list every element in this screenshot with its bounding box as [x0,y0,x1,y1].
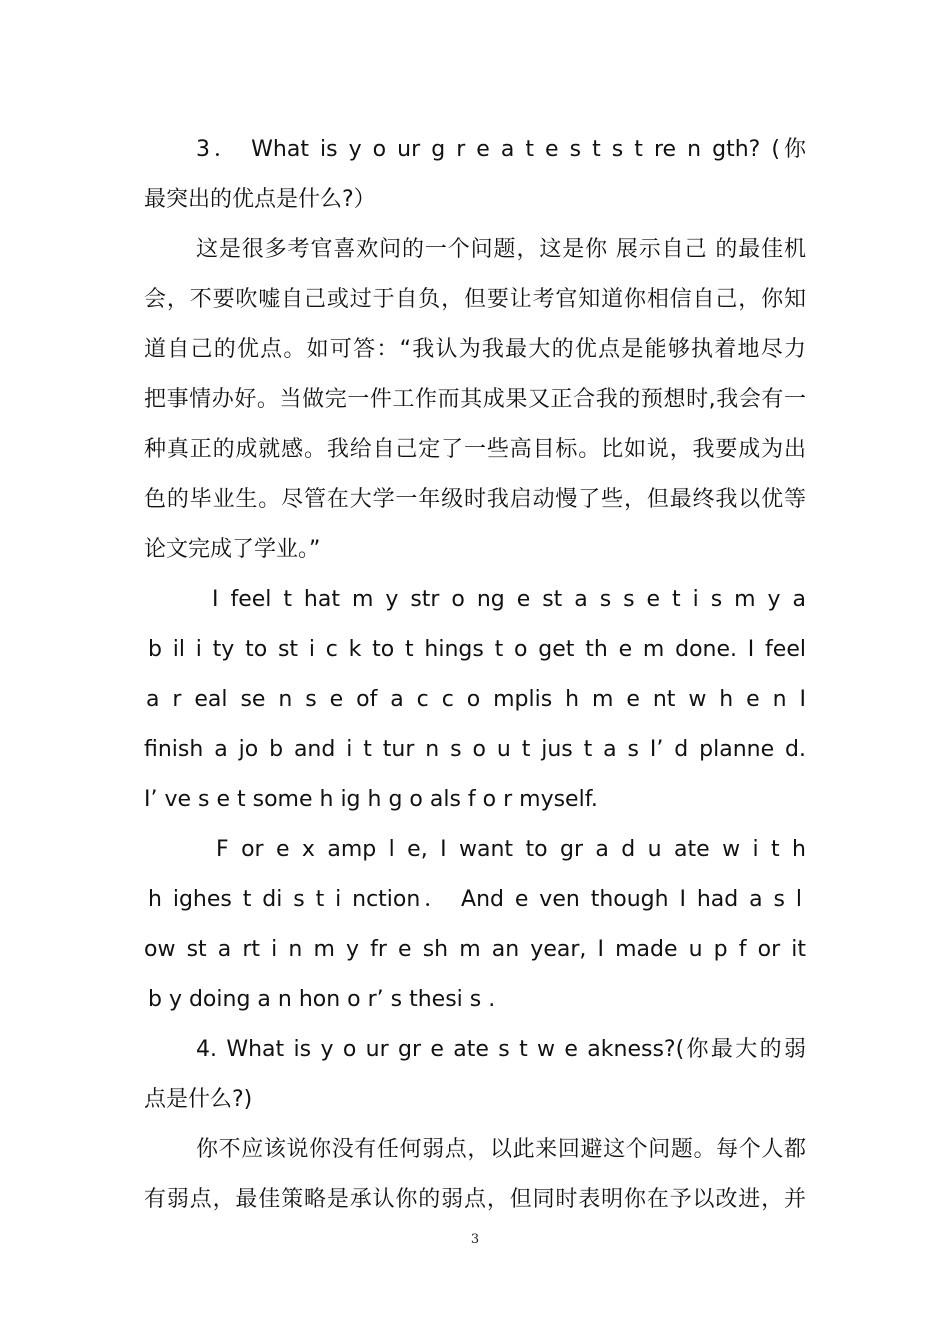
chinese-answer-line-5: 种真正的成就感。我给自己定了一些高目标。比如说，我要成为出 [144,437,806,462]
english-example-line-3: ow st a rt i n m y fr e sh m an year, I made u p f or it [144,937,806,962]
chinese-answer-line-2: 会，不要吹嘘自己或过于自负，但要让考官知道你相信自己，你知 [144,287,806,312]
english-answer-line-4: finish a jo b and i t tur n s o u t jus t a s I’ d planne d. [144,737,806,762]
english-answer-line-2: b il i ty to st i c k to t hings t o get th e m done. I feel [148,637,806,662]
chinese-answer-4-line-1: 你不应该说你没有任何弱点，以此来回避这个问题。每个人都 [196,1137,806,1162]
chinese-answer-line-6: 色的毕业生。尽管在大学一年级时我启动慢了些，但最终我以优等 [144,487,806,512]
chinese-answer-4-line-2: 有弱点，最佳策略是承认你的弱点，但同时表明你在予以改进，并 [144,1187,806,1212]
question-4-heading-line-1: 4. What is y o ur gr e ate s t w e akness?(你最大的弱 [196,1037,806,1062]
english-answer-line-1: I feel t hat m y str o ng e st a s s e t i s m y a [212,587,806,612]
english-answer-line-5: I’ ve s e t some h ig h g o als f o r myself. [144,787,598,812]
page-number: 3 [470,1232,480,1247]
english-example-line-4: b y doing a n hon o r’ s thesi s . [148,987,496,1012]
chinese-answer-line-1: 这是很多考官喜欢问的一个问题，这是你 展示自己 的最佳机 [196,237,806,262]
chinese-answer-line-7: 论文完成了学业。” [144,537,321,562]
question-4-heading-line-2: 点是什么?) [144,1087,253,1112]
question-3-heading-line-1: 3． What is y o ur g r e a t e s t s t re n gth? (你 [196,137,806,162]
chinese-answer-line-3: 道自己的优点。如可答：“我认为我最大的优点是能够执着地尽力 [144,337,806,362]
english-answer-line-3: a r eal se n s e of a c c o mplis h m e nt w h e n I [146,687,806,712]
english-example-line-2: h ighes t di s t i nction． And e ven though I had a s l [148,887,802,912]
english-example-line-1: F or e x amp l e, I want to gr a d u ate w i t h [216,837,806,862]
question-3-heading-line-2: 最突出的优点是什么?） [144,187,376,212]
chinese-answer-line-4: 把事情办好。当做完一件工作而其成果又正合我的预想时,我会有一 [144,387,806,412]
